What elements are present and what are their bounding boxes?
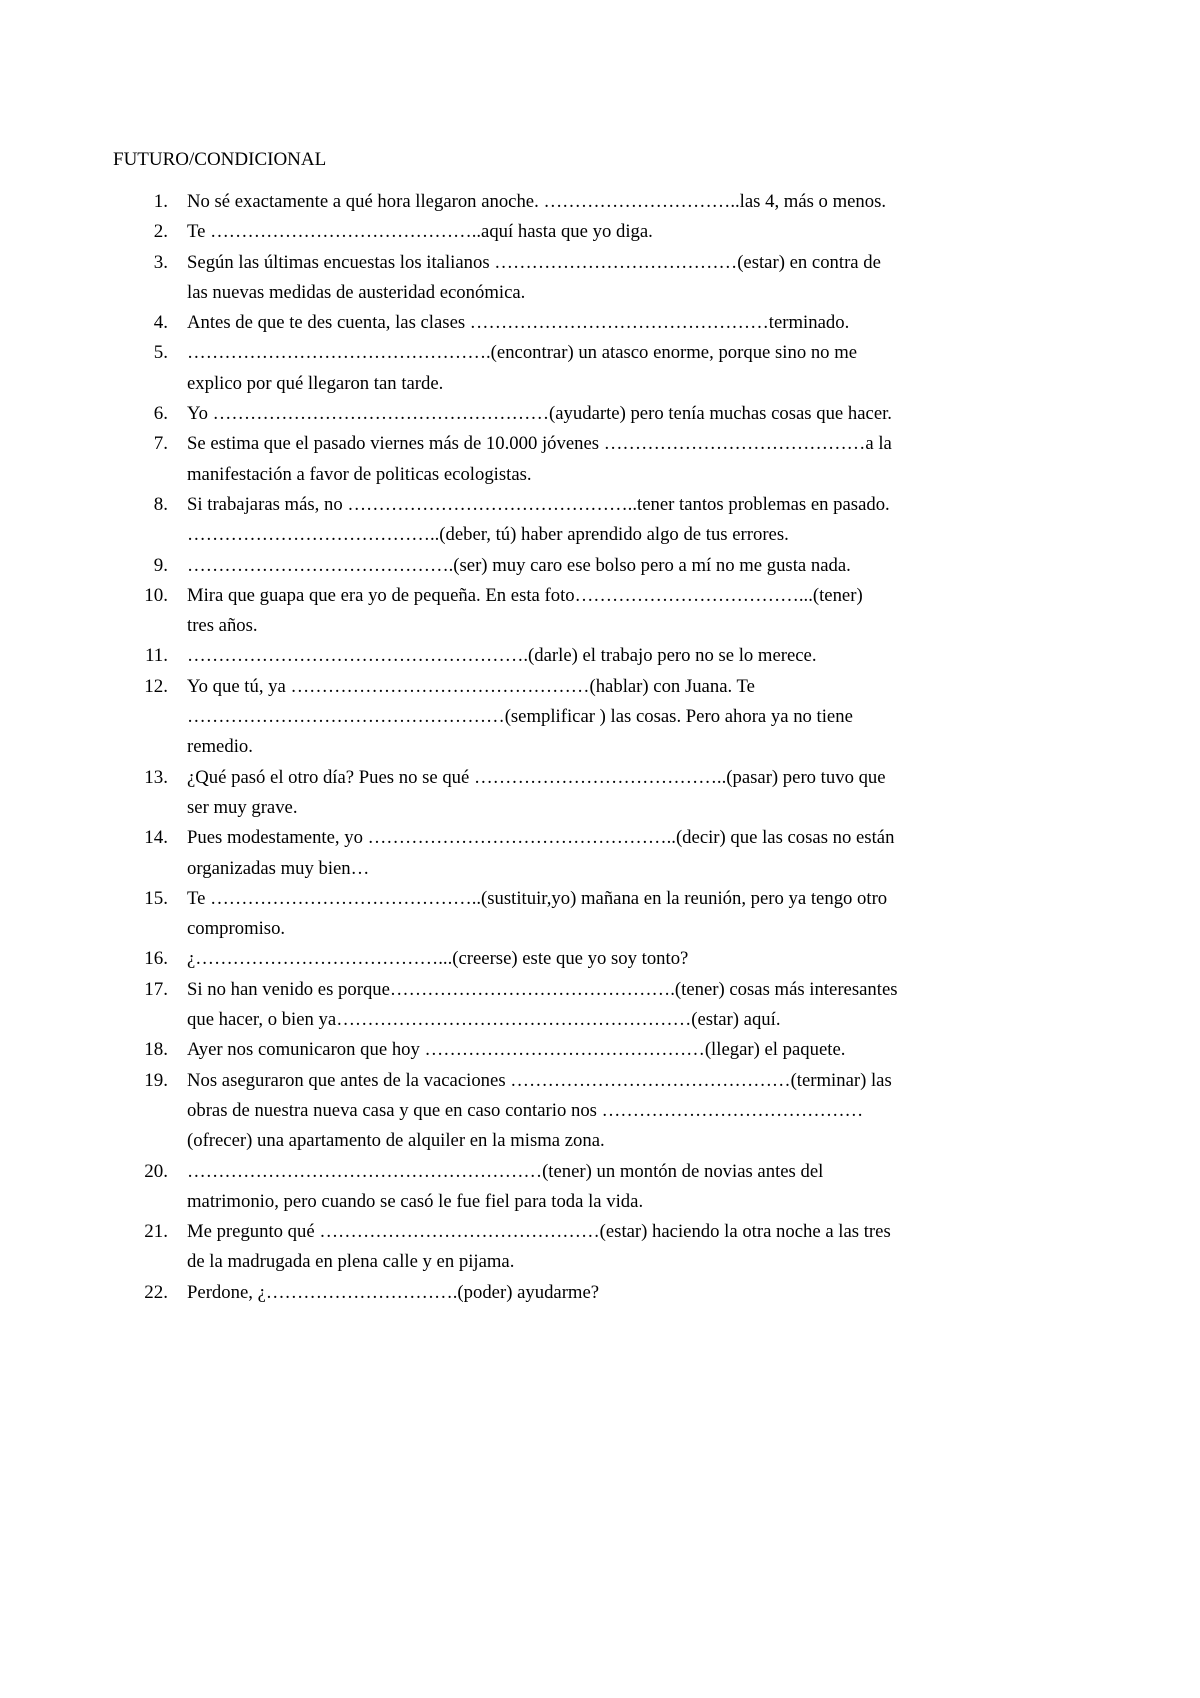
exercise-item [134,490,1094,551]
exercise-text-line: …………………………………..(deber, tú) haber aprendido algo de tus errores. [187,524,789,546]
exercise-text-line: Pues modestamente, yo …………………………………………..(decir) que las cosas no están [187,827,895,849]
exercise-list [134,187,1094,1308]
exercise-item [134,1217,1094,1278]
exercise-text-line: …………………………………….(ser) muy caro ese bolso pero a mí no me gusta nada. [187,554,851,576]
exercise-text-line: remedio. [187,736,253,758]
exercise-item [134,429,1094,490]
exercise-text-line: Ayer nos comunicaron que hoy ………………………………………(llegar) el paquete. [187,1039,846,1061]
exercise-item [134,641,1094,671]
exercise-text-line: Nos aseguraron que antes de la vacaciones ………………………………………(terminar) las [187,1069,892,1091]
exercise-number: 20. [144,1160,168,1182]
exercise-text-line: Me pregunto qué ………………………………………(estar) haciendo la otra noche a las tres [187,1221,891,1243]
exercise-number: 18. [144,1039,168,1061]
exercise-text-line: tres años. [187,615,258,637]
exercise-number: 11. [144,645,168,667]
exercise-item [134,248,1094,309]
exercise-text-line: manifestación a favor de politicas ecologistas. [187,463,532,485]
exercise-text-line: ………………………………………….(encontrar) un atasco enorme, porque sino no me [187,342,858,364]
exercise-item [134,581,1094,642]
exercise-text-line: Si trabajaras más, no ………………………………………..tener tantos problemas en pasado. [187,493,890,515]
exercise-item [134,884,1094,945]
exercise-text-line: Te ……………………………………..aquí hasta que yo diga. [187,221,653,243]
exercise-text-line: …………………………………………………(tener) un montón de novias antes del [187,1160,824,1182]
exercise-number: 3. [153,251,168,273]
exercise-item [134,338,1094,399]
exercise-text-line: ……………………………………………(semplificar ) las cosas. Pero ahora ya no tiene [187,706,853,728]
exercise-number: 5. [153,342,168,364]
exercise-item [134,1278,1094,1308]
exercise-text-line: ¿…………………………………...(creerse) este que yo soy tonto? [187,948,689,970]
exercise-number: 8. [153,493,168,515]
exercise-item [134,217,1094,247]
exercise-text-line: organizadas muy bien… [187,857,370,879]
exercise-number: 19. [144,1069,168,1091]
exercise-number: 15. [144,887,168,909]
exercise-item [134,944,1094,974]
exercise-number: 9. [153,554,168,576]
exercise-text-line: No sé exactamente a qué hora llegaron anoche. …………………………..las 4, más o menos. [187,191,887,212]
exercise-item [134,975,1094,1036]
exercise-number: 22. [144,1281,168,1303]
exercise-text-line: obras de nuestra nueva casa y que en caso contario nos …………………………………… [187,1099,864,1121]
exercise-number: 12. [144,675,168,697]
exercise-text-line: Antes de que te des cuenta, las clases …………………………………………terminado. [187,312,850,334]
exercise-text-line: Te ……………………………………..(sustituir,yo) mañana en la reunión, pero ya tengo otro [187,887,888,909]
exercise-item [134,672,1094,763]
exercise-text-line: explico por qué llegaron tan tarde. [187,372,444,394]
exercise-text-line: de la madrugada en plena calle y en pijama. [187,1251,515,1273]
exercise-number: 17. [144,978,168,1000]
exercise-item [134,1066,1094,1157]
exercise-number: 16. [144,948,168,970]
exercise-text-line: Se estima que el pasado viernes más de 10.000 jóvenes ……………………………………a la [187,433,892,455]
exercise-item [134,823,1094,884]
exercise-number: 13. [144,766,168,788]
exercise-text-line: matrimonio, pero cuando se casó le fue fiel para toda la vida. [187,1190,644,1212]
exercise-text-line: que hacer, o bien ya…………………………………………………(estar) aquí. [187,1009,781,1031]
exercise-number: 4. [153,312,168,334]
exercise-item [134,1157,1094,1218]
exercise-number: 14. [144,827,168,849]
exercise-text-line: Yo ………………………………………………(ayudarte) pero tenía muchas cosas que hacer. [187,403,892,425]
exercise-item [134,1035,1094,1065]
exercise-number: 21. [144,1221,168,1243]
exercise-text-line: compromiso. [187,918,286,940]
exercise-item [134,187,1094,217]
exercise-number: 7. [153,433,168,455]
exercise-item [134,399,1094,429]
exercise-number: 6. [153,403,168,425]
exercise-number: 2. [153,221,168,243]
exercise-item [134,308,1094,338]
exercise-text-line: las nuevas medidas de austeridad económica. [187,281,526,303]
exercise-text-line: ser muy grave. [187,796,298,818]
exercise-item [134,551,1094,581]
exercise-item [134,763,1094,824]
exercise-text-line: ¿Qué pasó el otro día? Pues no se qué …………………………………..(pasar) pero tuvo que [187,766,886,788]
exercise-text-line: ……………………………………………….(darle) el trabajo pero no se lo merece. [187,645,817,667]
document-title: FUTURO/CONDICIONAL [113,149,327,170]
exercise-text-line: (ofrecer) una apartamento de alquiler en la misma zona. [187,1130,605,1152]
exercise-text-line: Según las últimas encuestas los italianos …………………………………(estar) en contra de [187,251,881,273]
exercise-text-line: Mira que guapa que era yo de pequeña. En esta foto………………………………...(tener) [187,584,863,606]
exercise-text-line: Perdone, ¿………………………….(poder) ayudarme? [187,1281,600,1303]
exercise-number: 10. [144,584,168,606]
exercise-number: 1. [153,191,168,212]
exercise-text-line: Yo que tú, ya …………………………………………(hablar) con Juana. Te [187,675,755,697]
exercise-text-line: Si no han venido es porque……………………………………….(tener) cosas más interesantes [187,978,898,1000]
